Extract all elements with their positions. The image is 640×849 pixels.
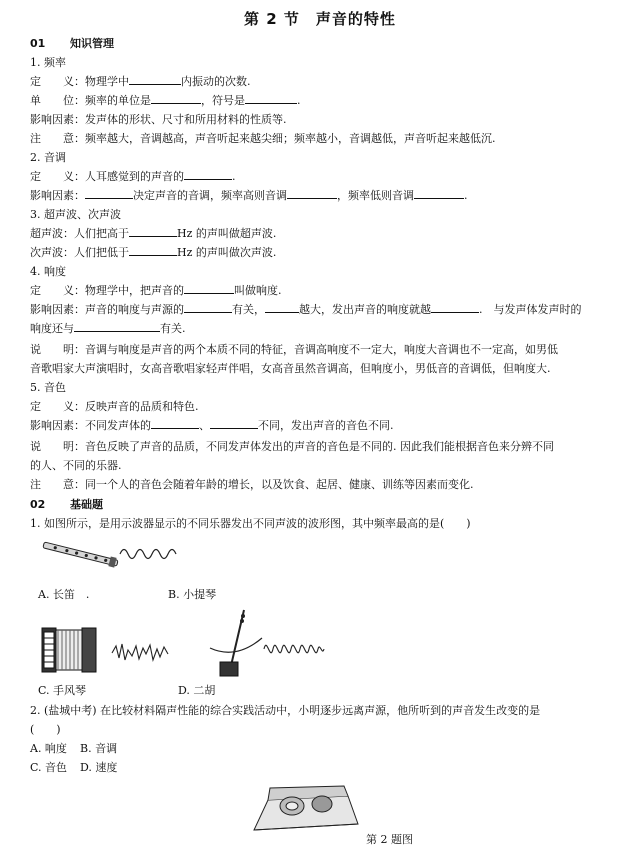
section-header-basics: [30, 497, 103, 513]
blank: [287, 188, 337, 199]
timbre-explain-1: 说 明：音色反映了声音的品质，不同发声体发出的声音的音色是不同的. 因此我们能根据音色来分辨不同: [30, 440, 554, 453]
blank: [245, 93, 297, 104]
q1-option-b: B. 小提琴: [168, 588, 217, 601]
accordion-illustration: [40, 624, 100, 676]
flute-waveform: [118, 543, 182, 565]
blank: [210, 418, 258, 429]
page-title: 第 2 节 声音的特性: [244, 10, 396, 28]
timbre-factor: 影响因素：不同发声体的 、 不同，发出声音的音色不同.: [30, 419, 394, 432]
topic-frequency-heading: 1. 频率: [30, 56, 66, 69]
blank: [184, 283, 234, 294]
q1-option-a: A. 长笛 .: [38, 588, 90, 601]
blank: [431, 302, 479, 313]
section-label: 知识管理: [70, 37, 114, 50]
blank: [74, 321, 160, 332]
blank: [151, 418, 199, 429]
timbre-definition: 定 义：反映声音的品质和特色.: [30, 400, 199, 413]
topic-timbre-heading: 5. 音色: [30, 381, 66, 394]
question-2-stem-line1: 2. (盐城中考) 在比较材料隔声性能的综合实践活动中，小明逐步远离声源，他所听到的声音发生改变的是: [30, 704, 541, 717]
topic-ultrasound-heading: 3. 超声波、次声波: [30, 208, 121, 221]
q2-option-d: D. 速度: [80, 761, 118, 774]
loudness-explain-2: 音歌唱家大声演唱时，女高音歌唱家轻声伴唱，女高音虽然音调高，但响度小，男低音的音调低，但响度大.: [30, 362, 551, 375]
accordion-waveform: [110, 640, 170, 666]
flute-illustration: [40, 536, 120, 576]
blank: [265, 302, 299, 313]
frequency-definition: 定 义：物理学中 内振动的次数.: [30, 75, 251, 88]
section-number: 02: [30, 498, 46, 511]
question-1-stem: 1. 如图所示，是用示波器显示的不同乐器发出不同声波的波形图，其中频率最高的是( ): [30, 517, 471, 530]
blank: [151, 93, 201, 104]
q2-option-a: A. 响度: [30, 742, 67, 755]
figure-2-caption: 第 2 题图: [366, 833, 413, 846]
timbre-note: 注 意：同一个人的音色会随着年龄的增长，以及饮食、起居、健康、训练等因素而变化.: [30, 478, 474, 491]
blank: [184, 169, 232, 180]
topic-pitch-heading: 2. 音调: [30, 151, 66, 164]
erhu-illustration: [208, 608, 264, 680]
loudness-definition: 定 义：物理学中，把声音的 叫做响度.: [30, 284, 282, 297]
blank: [129, 226, 177, 237]
question-2-stem-line2: ( ): [30, 723, 61, 736]
pitch-definition: 定 义：人耳感觉到的声音的 .: [30, 170, 236, 183]
loudness-explain-1: 说 明：音调与响度是声音的两个本质不同的特征，音调高响度不一定大，响度大音调也不一定高，如男低: [30, 343, 558, 356]
q2-option-b: B. 音调: [80, 742, 118, 755]
erhu-waveform: [262, 634, 326, 664]
topic-loudness-heading: 4. 响度: [30, 265, 66, 278]
blank: [129, 74, 181, 85]
q2-option-c: C. 音色: [30, 761, 68, 774]
frequency-factor: 影响因素：发声体的形状、尺寸和所用材料的性质等.: [30, 113, 287, 126]
pitch-factor: 影响因素： 决定声音的音调，频率高则音调 ，频率低则音调 .: [30, 189, 468, 202]
blank: [85, 188, 133, 199]
q1-option-d: D. 二胡: [178, 684, 216, 697]
q1-option-c: C. 手风琴: [38, 684, 87, 697]
section-label: 基础题: [70, 498, 103, 511]
section-number: 01: [30, 37, 46, 50]
sound-insulation-box-illustration: [250, 784, 362, 834]
section-header-knowledge: [30, 36, 114, 52]
blank: [414, 188, 464, 199]
ultrasound-definition: 超声波：人们把高于 Hz 的声叫做超声波.: [30, 227, 277, 240]
infrasound-definition: 次声波：人们把低于 Hz 的声叫做次声波.: [30, 246, 277, 259]
loudness-factor: 影响因素：声音的响度与声源的 有关， 越大，发出声音的响度就越 . 与发声体发声时的: [30, 303, 582, 316]
loudness-factor-cont: 响度还与 有关.: [30, 322, 186, 335]
blank: [129, 245, 177, 256]
frequency-unit: 单 位：频率的单位是 ，符号是 .: [30, 94, 301, 107]
timbre-explain-2: 的人、不同的乐器.: [30, 459, 122, 472]
frequency-note: 注 意：频率越大，音调越高，声音听起来越尖细；频率越小，音调越低，声音听起来越低沉.: [30, 132, 496, 145]
blank: [184, 302, 232, 313]
